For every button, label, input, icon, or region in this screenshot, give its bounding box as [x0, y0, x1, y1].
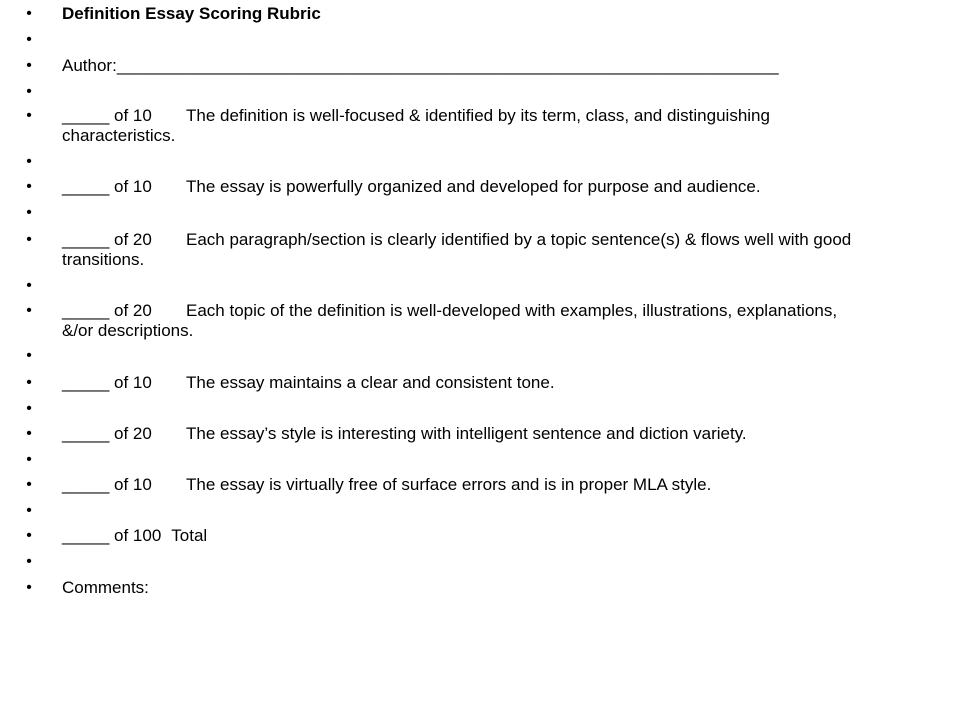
- total-row: [62, 526, 862, 546]
- score-blank: _____: [62, 301, 110, 320]
- bullet: •: [26, 527, 32, 544]
- comments-label: Comments:: [62, 578, 149, 597]
- bullet-empty: •: [26, 83, 32, 100]
- bullet-empty: •: [26, 400, 32, 417]
- bullet-empty: •: [26, 204, 32, 221]
- bullet: •: [26, 5, 32, 22]
- criterion-text: Each topic of the definition is well-developed with examples, illustrations, explanations, &/or descriptions.: [62, 301, 842, 340]
- score-blank: _____: [62, 475, 110, 494]
- bullet: •: [26, 231, 32, 248]
- criterion-points: of 10: [114, 475, 152, 494]
- criterion-text: Each paragraph/section is clearly identified by a topic sentence(s) & flows well with good transitions.: [62, 230, 856, 269]
- criterion-row: [62, 301, 862, 341]
- criterion-row: [62, 230, 862, 270]
- criterion-text: The essay maintains a clear and consistent tone.: [186, 373, 555, 392]
- bullet-empty: •: [26, 153, 32, 170]
- criterion-points: of 20: [114, 301, 152, 320]
- bullet-empty: •: [26, 502, 32, 519]
- rubric-title: Definition Essay Scoring Rubric: [62, 4, 321, 23]
- score-blank: _____: [62, 526, 110, 545]
- criterion-row: [62, 177, 862, 197]
- score-blank: _____: [62, 373, 110, 392]
- author-line: [62, 56, 862, 76]
- score-blank: _____: [62, 424, 110, 443]
- bullet: •: [26, 302, 32, 319]
- criterion-row: [62, 373, 862, 393]
- bullet-empty: •: [26, 347, 32, 364]
- score-blank: _____: [62, 177, 110, 196]
- bullet-empty: •: [26, 277, 32, 294]
- bullet: •: [26, 57, 32, 74]
- criterion-points: of 10: [114, 373, 152, 392]
- score-blank: _____: [62, 106, 110, 125]
- criterion-points: of 10: [114, 106, 152, 125]
- bullet: •: [26, 374, 32, 391]
- bullet-empty: •: [26, 451, 32, 468]
- criterion-text: The essay’s style is interesting with intelligent sentence and diction variety.: [186, 424, 747, 443]
- bullet: •: [26, 178, 32, 195]
- criterion-row: [62, 475, 862, 495]
- criterion-points: of 20: [114, 424, 152, 443]
- criterion-row: [62, 106, 862, 146]
- bullet: •: [26, 476, 32, 493]
- bullet: •: [26, 425, 32, 442]
- bullet: •: [26, 579, 32, 596]
- criterion-text: The definition is well-focused & identified by its term, class, and distinguishing characteristics.: [62, 106, 775, 145]
- total-label: Total: [171, 526, 208, 545]
- criterion-text: The essay is powerfully organized and developed for purpose and audience.: [186, 177, 761, 196]
- bullet-empty: •: [26, 31, 32, 48]
- author-label: Author:: [62, 56, 117, 75]
- criterion-row: [62, 424, 862, 444]
- bullet: •: [26, 107, 32, 124]
- score-blank: _____: [62, 230, 110, 249]
- author-blank: ______________________________________________________________________: [116, 56, 779, 75]
- bullet-empty: •: [26, 553, 32, 570]
- total-points: of 100: [114, 526, 162, 545]
- criterion-points: of 20: [114, 230, 152, 249]
- criterion-text: The essay is virtually free of surface errors and is in proper MLA style.: [186, 475, 712, 494]
- criterion-points: of 10: [114, 177, 152, 196]
